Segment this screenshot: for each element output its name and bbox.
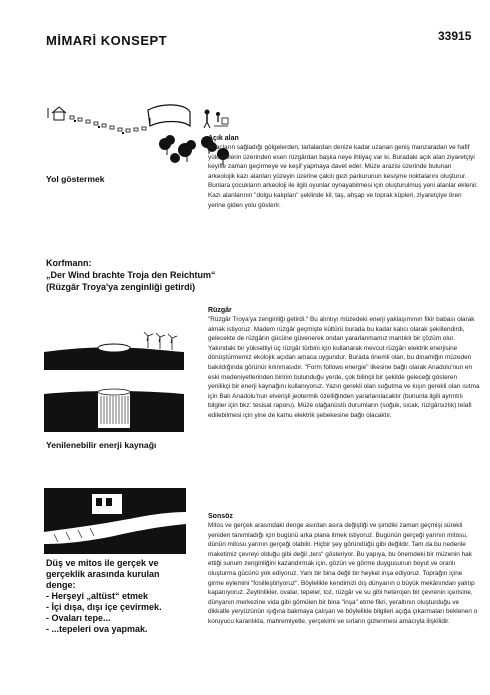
page-title: MİMARİ KONSEPT [46, 33, 168, 48]
caption-line: - İçi dışa, dışı içe çevirmek. [46, 602, 162, 612]
quote-original: „Der Wind brachte Troja den Reichtum“ [46, 270, 216, 280]
section3-caption [46, 558, 206, 635]
quote-translation: (Rüzgâr Troya'ya zenginliği getirdi) [46, 282, 196, 292]
section3-text: Mitos ve gerçek arasındaki denge asırdan asıra değiştiği ve şimdiki zaman geçmişi sürekli yeniden tanımladığı için bugünü arka plana itmek istiyoruz. Bugünün gerçeği yarının mitosu, dünün mitosu yarının gerçeği olabilir. Hiçbir şey göründüğü gibi değildir. Tam da bu nedenle maketimiz çevreyi olduğu gibi değil „ters“ gösteriyor. Bu yapıya, bu önemdeki bir müzenin hak ettiği sunum zenginliğini kazandırmak için, gözün ve görme duygusunun boyut ve oranlı oluşturma gücünü yok ediyoruz. Yanı bir bina değil bir heykel inşa ediyoruz. Toprağın içine girme eylemini "fosilleştiriyoruz". Böylelikle kendimizi dış dünyanın o büyük mekânından yalıtıp kapanıyoruz. Zeytinlikler, ovalar, tepeler, toz, rüzgâr ve su gibi heterojen bir çevrenin içerisine, dünyanın merkezine vida gibi gömülen bir bina "inşa" etme fikri, yeraltının oluşturduğu ve dikkatle yeryüzünün ışığına bakmaya çalışan ve böylelikle bilgileri açığa çıkarmaları beklenen o koruyucu karanlıkla, mahremiyetle, yerçekimi ve sırların gizlenmesi amacıyla ilişkilidir. [208, 522, 478, 625]
wind-turbines-illustration [44, 330, 184, 370]
section1-caption: Yol göstermek [46, 174, 105, 184]
caption-line: gerçeklik arasında kurulan [46, 569, 160, 579]
section2-text: "Rüzgâr Troya'ya zenginliği getirdi." Bu alıntıyı müzedeki enerji yaklaşımının fikir babası olarak almak istiyoruz. Madem rüzgâr geçmişte kültürü burada bu kadar kalıcı olarak şekillendirdi, gelecekte de rüzgârın gücüne güvenerek ondan yararlanmamız mantıklı bir çözüm olur. Yakındaki bir yükseltiyi üç rüzgâr türbini için kullanarak mevcut rüzgârı elektrik enerjisine dönüştürmemiz ekolojik açıdan amaca uygundur. Burada önemli olan, bu dinamiğin müzeden bakıldığında görünür kılınmasıdır. "Form follows energie" ilkesine bağlı olarak Anadolu'nun en eski medeniyetlerinden birinin bulunduğu yerde, çok bilinçli bir şekilde geleceği gösteren yenilikçi bir enerji kaynağını kullanıyoruz. Yazın gerekli olan soğutma ve kışın gerekli olan ısıtma için Batı Anadolu'nun elverişli jeotermik özelliğinden yararlanılacaktır (bununla ilgili ayrıntılı bilgiler için bkz: tesisat raporu). Müze olağanüstü durumların (soğuk, sıcak, rüzgârsızlık) telafi edilebilmesi için yine de kamu elektrik şebekesine bağlı olacaktır. [208, 316, 480, 419]
section1-text: Ağaçların sağladığı gölgelerden, tarlalardan denize kadar uzanan geniş manzaradan ve hafif yükseltilerin üzerinden esen rüzgârdan başka neye ihtiyaç var ki. Buradaki açık alan ziyaretçiyi keyifle zaman geçirmeye ve keşif yapmaya davet eder. Müze arazisi üzerinde bulunan arkeolojik kazı alanları yüzeyin üzerine çakılı gezi parkurunun kesişme noktalarını oluşturur. Bunlara çocukların arkeoloji ile ilgili oyunlar oynayabilmesi için oluşturulmuş yeni alanlar eklenir. Kazı alanlarının "dolgu kalıpları" şeklinde kil, taş, ahşap ve toprak küpleri, ziyaretçiye ören yerine giden yolu gösterir. [208, 144, 478, 209]
inverted-landscape-illustration [44, 488, 186, 554]
caption-line: - ...tepeleri ova yapmak. [46, 624, 148, 634]
children-figures-icon [202, 108, 230, 130]
caption-line: - Ovaları tepe... [46, 613, 111, 623]
caption-line: Düş ve mitos ile gerçek ve [46, 558, 159, 568]
caption-line: denge: [46, 580, 76, 590]
section1-heading: Açık alan [208, 135, 239, 142]
section2-caption: Yenilenebilir enerji kaynağı [46, 440, 157, 450]
section3-heading: Sonsöz [208, 513, 233, 520]
quote-author: Korfmann: [46, 258, 92, 268]
caption-line: - Herşeyi „altüst“ etmek [46, 591, 149, 601]
underground-section-illustration [44, 384, 184, 432]
project-code: 33915 [438, 29, 472, 43]
section2-heading: Rüzgâr [208, 307, 232, 314]
